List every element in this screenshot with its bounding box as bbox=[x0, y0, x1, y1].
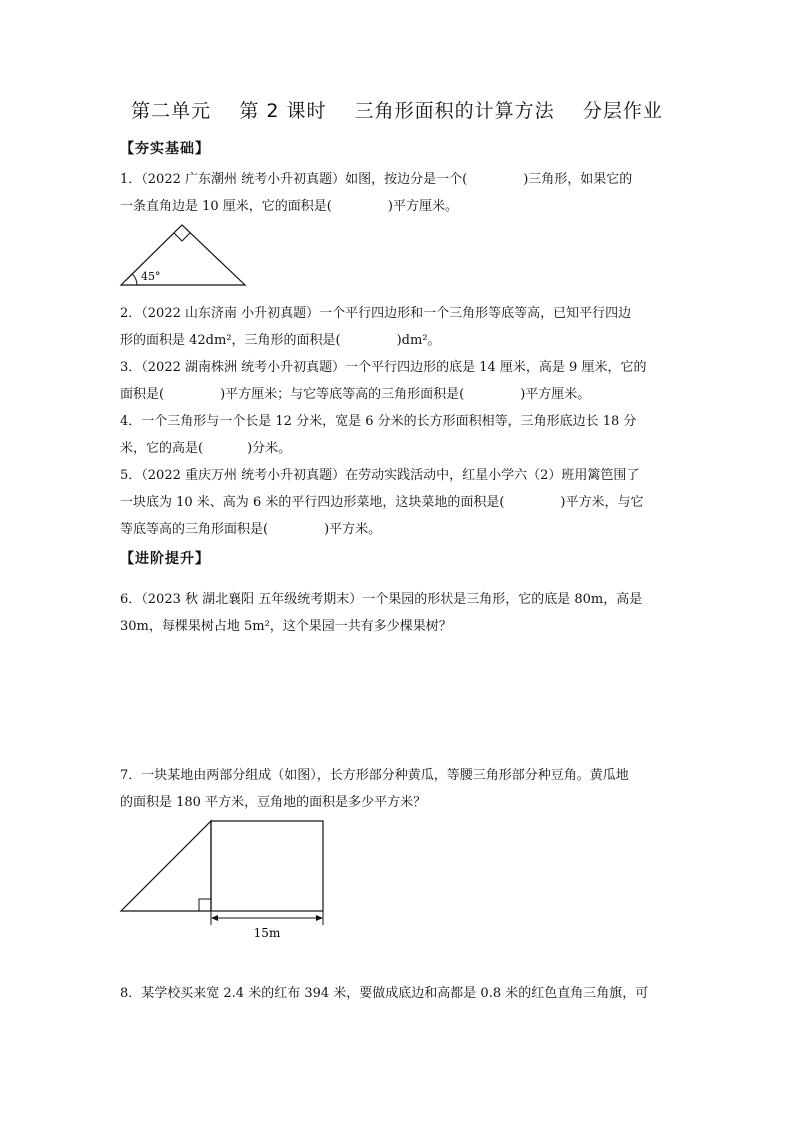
question-6: 6．（2023 秋 湖北襄阳 五年级统考期末）一个果园的形状是三角形，它的底是 80m，高是 30m，每棵果树占地 5m²，这个果园一共有多少棵果树？ bbox=[120, 592, 643, 634]
arrow-right-icon bbox=[316, 915, 323, 921]
q7-field-figure bbox=[118, 818, 330, 942]
right-angle-mark bbox=[199, 899, 211, 911]
section-advanced-heading: 【进阶提升】 bbox=[120, 551, 210, 567]
question-3: 3．（2022 湖南株洲 统考小升初真题）一个平行四边形的底是 14 厘米，高是 9 厘米，它的 面积是( )平方厘米；与它等底等高的三角形面积是( )平方厘米。 bbox=[120, 360, 647, 402]
q1-triangle-figure bbox=[118, 222, 250, 288]
arrow-left-icon bbox=[211, 915, 218, 921]
question-5: 5．（2022 重庆万州 统考小升初真题）在劳动实践活动中，红星小学六（2）班用篱笆围了 一块底为 10 米、高为 6 米的平行四边形菜地，这块菜地的面积是( )平方米，与它 等底等高的三角形面积是( )平方米。 bbox=[120, 468, 644, 537]
isosceles-triangle-bean-field bbox=[121, 821, 211, 911]
section-basic-heading: 【夯实基础】 bbox=[120, 141, 210, 157]
right-angle-mark bbox=[174, 233, 190, 241]
right-isosceles-triangle bbox=[121, 225, 245, 285]
page-title: 第二单元 第 2 课时 三角形面积的计算方法 分层作业 bbox=[131, 100, 663, 122]
angle-arc bbox=[132, 274, 137, 285]
question-7: 7．一块某地由两部分组成（如图），长方形部分种黄瓜，等腰三角形部分种豆角。黄瓜地 的面积是 180 平方米，豆角地的面积是多少平方米？ bbox=[120, 768, 629, 810]
angle-label: 45° bbox=[141, 270, 161, 283]
question-4: 4．一个三角形与一个长是 12 分米，宽是 6 分米的长方形面积相等，三角形底边长 18 分 米，它的高是( )分米。 bbox=[120, 414, 637, 456]
dimension-label: 15m bbox=[253, 926, 281, 940]
question-1: 1．（2022 广东潮州 统考小升初真题）如图，按边分是一个( )三角形，如果它的 一条直角边是 10 厘米，它的面积是( )平方厘米。 bbox=[120, 172, 633, 214]
question-2: 2．（2022 山东济南 小升初真题）一个平行四边形和一个三角形等底等高，已知平行四边 形的面积是 42dm²，三角形的面积是( )dm²。 bbox=[120, 306, 632, 348]
question-8: 8．某学校买来宽 2.4 米的红布 394 米，要做成底边和高都是 0.8 米的红色直角三角旗，可 bbox=[120, 986, 649, 1001]
rectangle-cucumber-field bbox=[211, 821, 323, 911]
